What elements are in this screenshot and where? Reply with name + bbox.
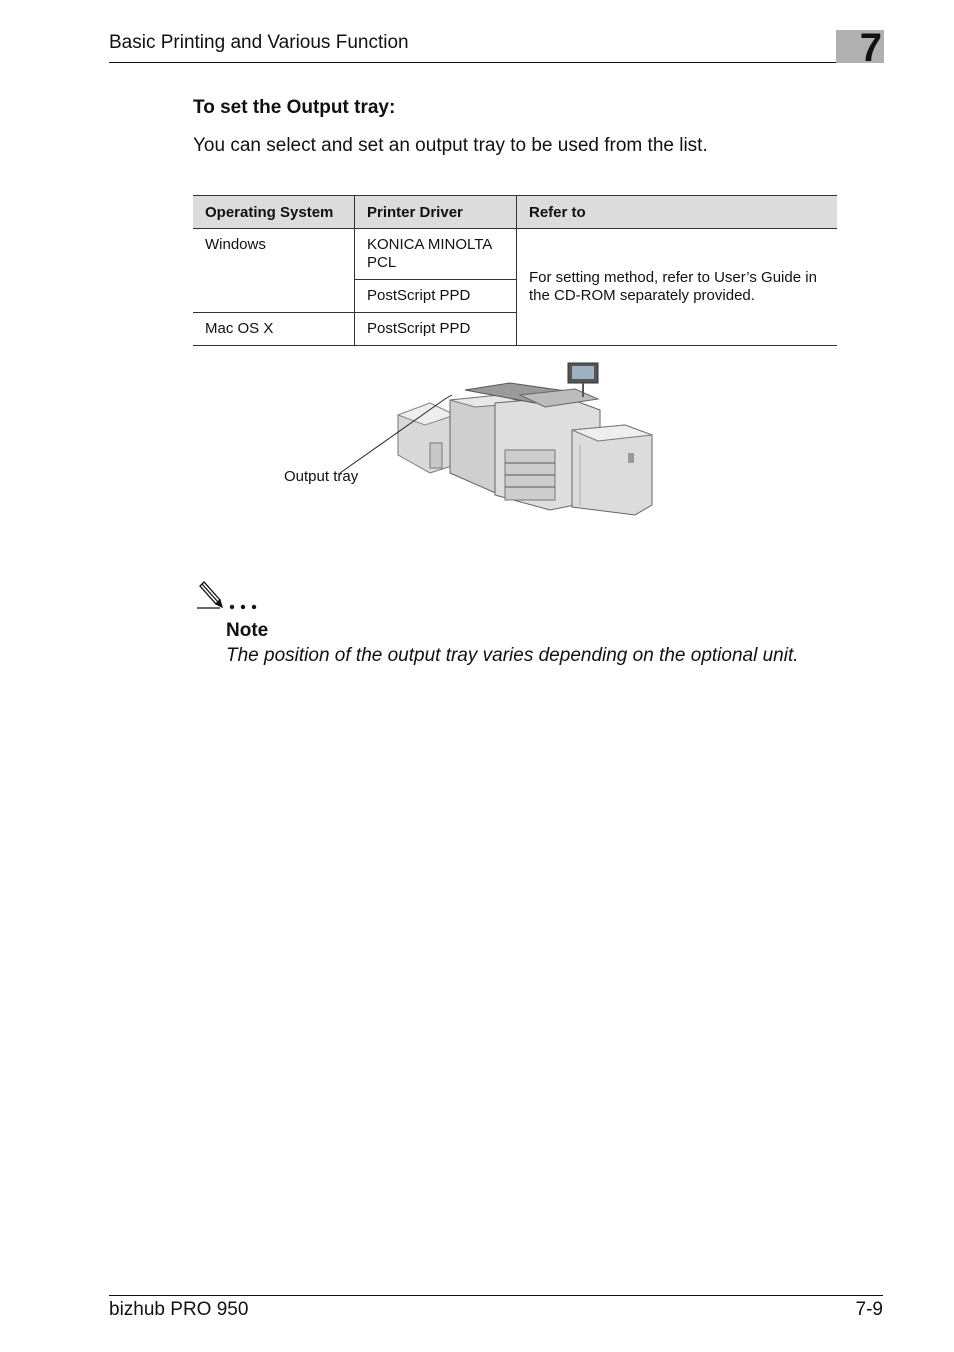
table-header-driver: Printer Driver [355,196,517,229]
footer-page-number: 7-9 [855,1299,883,1320]
section-heading: To set the Output tray: [193,97,396,118]
footer-product: bizhub PRO 950 [109,1299,249,1320]
table-cell-driver: PostScript PPD [355,313,517,346]
table-header-refer: Refer to [517,196,838,229]
note-text: The position of the output tray varies depending on the optional unit. [226,645,799,666]
table-cell-os: Mac OS X [193,313,355,346]
figure-label: Output tray [284,468,359,485]
table-cell-refer: For setting method, refer to User’s Guide in the CD-ROM separately provided. [517,229,838,346]
table-cell-driver: PostScript PPD [355,280,517,313]
header-title: Basic Printing and Various Function [109,32,409,53]
table-header-row [193,196,837,229]
pencil-note-icon [196,580,266,614]
table-header-os: Operating System [193,196,355,229]
chapter-number: 7 [859,26,882,70]
intro-text: You can select and set an output tray to be used from the list. [193,135,708,156]
table-row [193,229,837,280]
table-cell-os: Windows [193,229,355,313]
printer-illustration [280,355,660,525]
note-title: Note [226,620,269,641]
chapter-badge [836,26,884,70]
header-rule [109,62,883,63]
table-cell-driver: KONICA MINOLTA PCL [355,229,517,280]
footer-rule [109,1295,883,1296]
os-driver-table [193,195,837,346]
